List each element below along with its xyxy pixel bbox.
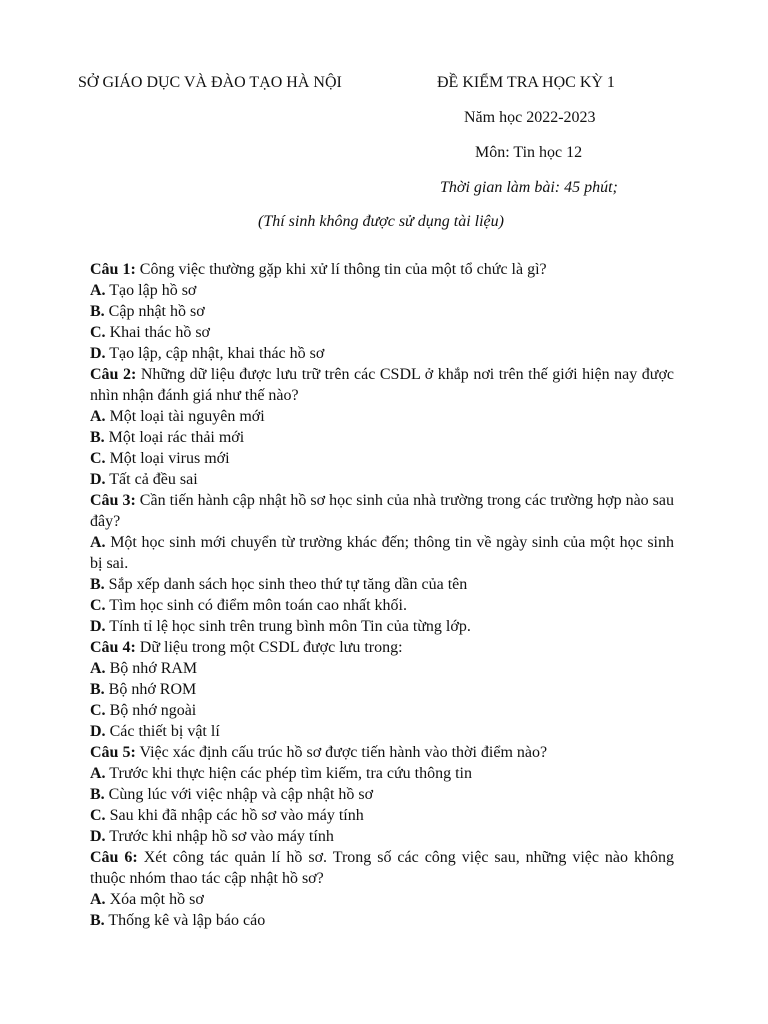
answer-option bbox=[90, 763, 674, 784]
answer-option bbox=[90, 700, 674, 721]
answer-option bbox=[90, 679, 674, 700]
answer-option bbox=[90, 343, 674, 364]
question-text: Xét công tác quản lí hồ sơ. Trong số các công việc sau, những việc nào không thuộc nhóm thao tác cập nhật hồ sơ? bbox=[90, 849, 675, 887]
option-letter: D. bbox=[90, 618, 106, 635]
question bbox=[90, 637, 674, 658]
answer-option bbox=[90, 448, 674, 469]
option-letter: C. bbox=[90, 450, 106, 467]
option-letter: A. bbox=[90, 408, 106, 425]
option-text: Sau khi đã nhập các hồ sơ vào máy tính bbox=[105, 807, 364, 824]
answer-option bbox=[90, 469, 674, 490]
school-year: Năm học 2022-2023 bbox=[464, 109, 596, 126]
option-text: Thống kê và lập báo cáo bbox=[104, 912, 266, 929]
question bbox=[90, 364, 674, 406]
option-letter: D. bbox=[90, 471, 106, 488]
question-number: Câu 6: bbox=[90, 849, 138, 866]
answer-option bbox=[90, 889, 674, 910]
exam-title: ĐỀ KIỂM TRA HỌC KỲ 1 bbox=[437, 74, 615, 91]
question bbox=[90, 259, 674, 280]
option-letter: D. bbox=[90, 723, 106, 740]
option-text: Xóa một hồ sơ bbox=[105, 891, 204, 908]
answer-option bbox=[90, 322, 674, 343]
question bbox=[90, 490, 674, 532]
option-text: Bộ nhớ RAM bbox=[105, 660, 198, 677]
option-letter: D. bbox=[90, 828, 106, 845]
question-number: Câu 2: bbox=[90, 366, 137, 383]
answer-option bbox=[90, 721, 674, 742]
option-letter: B. bbox=[90, 303, 105, 320]
option-letter: A. bbox=[90, 765, 106, 782]
option-letter: C. bbox=[90, 597, 106, 614]
question-number: Câu 5: bbox=[90, 744, 136, 761]
option-letter: B. bbox=[90, 429, 105, 446]
question-list bbox=[90, 259, 674, 931]
question-text: Công việc thường gặp khi xử lí thông tin của một tổ chức là gì? bbox=[135, 261, 547, 278]
option-letter: A. bbox=[90, 282, 106, 299]
answer-option bbox=[90, 427, 674, 448]
question-number: Câu 4: bbox=[90, 639, 136, 656]
exam-note: (Thí sinh không được sử dụng tài liệu) bbox=[258, 213, 504, 230]
option-text: Trước khi nhập hồ sơ vào máy tính bbox=[105, 828, 334, 845]
option-letter: B. bbox=[90, 681, 105, 698]
question-text: Những dữ liệu được lưu trữ trên các CSDL ở khắp nơi trên thế giới hiện nay được nhìn nhận đánh giá như thế nào? bbox=[90, 366, 675, 404]
answer-option bbox=[90, 826, 674, 847]
question-text: Việc xác định cấu trúc hồ sơ được tiến hành vào thời điểm nào? bbox=[135, 744, 548, 761]
option-letter: A. bbox=[90, 660, 106, 677]
answer-option bbox=[90, 532, 674, 574]
question bbox=[90, 742, 674, 763]
time-limit: Thời gian làm bài: 45 phút; bbox=[440, 179, 618, 196]
question-text: Cần tiến hành cập nhật hồ sơ học sinh của nhà trường trong các trường hợp nào sau đây? bbox=[90, 492, 675, 530]
option-letter: B. bbox=[90, 912, 105, 929]
option-text: Tất cả đều sai bbox=[105, 471, 198, 488]
answer-option bbox=[90, 616, 674, 637]
option-text: Tạo lập, cập nhật, khai thác hồ sơ bbox=[105, 345, 325, 362]
option-text: Cùng lúc với việc nhập và cập nhật hồ sơ bbox=[104, 786, 374, 803]
option-text: Trước khi thực hiện các phép tìm kiếm, tra cứu thông tin bbox=[105, 765, 472, 782]
option-text: Tính tỉ lệ học sinh trên trung bình môn Tin của từng lớp. bbox=[105, 618, 471, 635]
option-text: Một loại rác thải mới bbox=[104, 429, 245, 446]
option-letter: C. bbox=[90, 324, 106, 341]
option-text: Một loại virus mới bbox=[105, 450, 230, 467]
option-text: Cập nhật hồ sơ bbox=[104, 303, 205, 320]
subject: Môn: Tin học 12 bbox=[475, 144, 583, 161]
answer-option bbox=[90, 574, 674, 595]
answer-option bbox=[90, 805, 674, 826]
option-letter: B. bbox=[90, 576, 105, 593]
answer-option bbox=[90, 280, 674, 301]
answer-option bbox=[90, 910, 674, 931]
option-letter: C. bbox=[90, 702, 106, 719]
option-letter: A. bbox=[90, 891, 106, 908]
option-text: Khai thác hồ sơ bbox=[105, 324, 210, 341]
option-text: Sắp xếp danh sách học sinh theo thứ tự tăng dần của tên bbox=[104, 576, 468, 593]
answer-option bbox=[90, 301, 674, 322]
question-number: Câu 3: bbox=[90, 492, 136, 509]
option-letter: D. bbox=[90, 345, 106, 362]
option-text: Bộ nhớ ROM bbox=[104, 681, 197, 698]
option-text: Một loại tài nguyên mới bbox=[105, 408, 265, 425]
option-text: Bộ nhớ ngoài bbox=[105, 702, 197, 719]
answer-option bbox=[90, 406, 674, 427]
question bbox=[90, 847, 674, 889]
answer-option bbox=[90, 595, 674, 616]
option-letter: A. bbox=[90, 534, 106, 551]
option-text: Tạo lập hồ sơ bbox=[105, 282, 197, 299]
option-text: Các thiết bị vật lí bbox=[105, 723, 220, 740]
option-text: Một học sinh mới chuyển từ trường khác đến; thông tin về ngày sinh của một học sinh bị sai. bbox=[90, 534, 674, 572]
option-letter: C. bbox=[90, 807, 106, 824]
option-text: Tìm học sinh có điểm môn toán cao nhất khối. bbox=[105, 597, 407, 614]
option-letter: B. bbox=[90, 786, 105, 803]
answer-option bbox=[90, 658, 674, 679]
question-number: Câu 1: bbox=[90, 261, 136, 278]
answer-option bbox=[90, 784, 674, 805]
department-name: SỞ GIÁO DỤC VÀ ĐÀO TẠO HÀ NỘI bbox=[78, 74, 342, 91]
question-text: Dữ liệu trong một CSDL được lưu trong: bbox=[135, 639, 403, 656]
